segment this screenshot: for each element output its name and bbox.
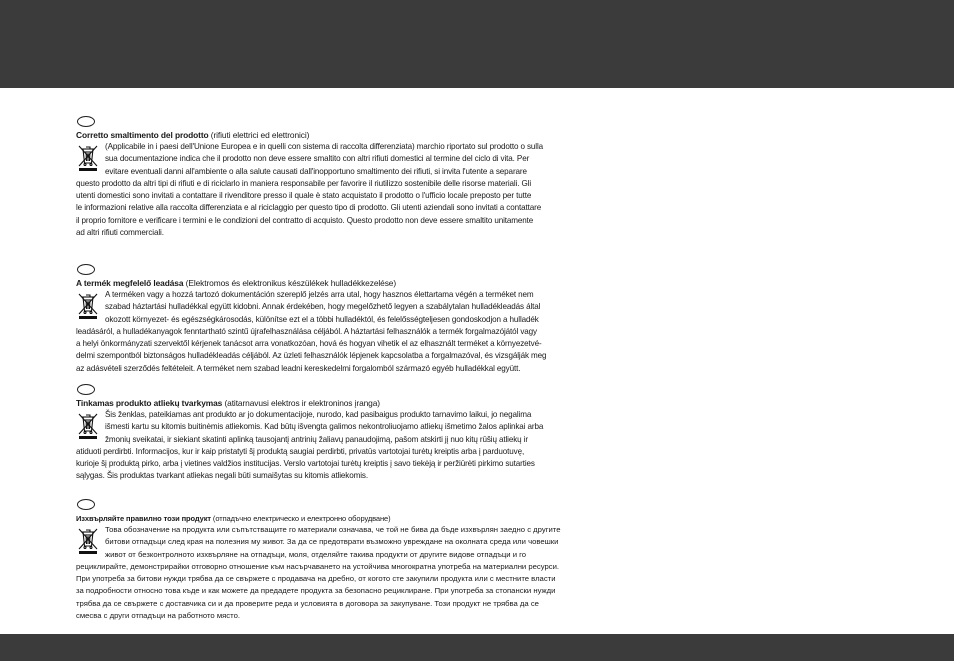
section-title-bold: Corretto smaltimento del prodotto xyxy=(76,130,209,140)
section-body xyxy=(76,409,582,483)
body-line: sua documentazione indica che il prodotto non deve essere smaltito con altri rifiuti domestici al termine del ciclo di vita. Per xyxy=(105,154,530,164)
section-title-note: (rifiuti elettrici ed elettronici) xyxy=(208,130,310,140)
weee-bin-icon xyxy=(76,291,100,319)
body-line: трябва да се свържете с доставчика си и да проверите реда и условията в договора за закупуване. Този продукт не трябва да се xyxy=(76,598,539,608)
section-title xyxy=(76,278,582,289)
body-line: delmi szempontból biztonságos hulladékleadás céljából. Az üzleti felhasználók lépjenek kapcsolatba a forgalmazóval, és vizsgálják meg xyxy=(76,351,547,361)
section-title xyxy=(76,130,582,141)
body-line: leadásáról, a hulladékanyagok fenntartható szintű újrafelhasználása céljából. A háztartási felhasználók a termék forgalmazójától vagy xyxy=(76,326,537,336)
body-line: ad altri rifiuti commerciali. xyxy=(76,227,164,237)
section-title-note: (atitarnavusi elektros ir elektroninos įranga) xyxy=(222,398,380,408)
body-line: sąlygas. Šis produktas tvarkant atliekas negali būti sumaišytas su kitomis atliekomis. xyxy=(76,471,368,481)
body-line: le informazioni relative alla raccolta differenziata e al riciclaggio per questo tipo di prodotto. Gli utenti aziendali sono invitati a contattare xyxy=(76,203,542,213)
body-line: utenti domestici sono invitati a contattare il rivenditore presso il quale è stato acquistato il prodotto o l'ufficio locale preposto per tutte xyxy=(76,191,532,200)
section-title-note: (Elektromos és elektronikus készülékek hulladékkezelése) xyxy=(183,278,397,288)
body-line: битови отпадъци след края на полезния му живот. За да се предотврати възможно увреждане на околната среда или човешки xyxy=(105,537,559,547)
section-lithuanian xyxy=(76,384,582,483)
section-title-bold: A termék megfelelő leadása xyxy=(76,278,184,288)
section-title-bold: Tinkamas produkto atliekų tvarkymas xyxy=(76,398,223,408)
body-line: il proprio fornitore e verificare i termini e le condizioni del contratto di acquisto. Questo prodotto non deve essere smaltito unitamente xyxy=(76,215,534,225)
body-line: A terméken vagy a hozzá tartozó dokumentáción szereplő jelzés arra utal, hogy hasznos élettartama végén a terméket nem xyxy=(105,290,534,299)
body-line: evitare eventuali danni all'ambiente o alla salute causati dall'inopportuno smaltimento dei rifiuti, si invita l'utente a separare xyxy=(105,166,527,176)
section-title xyxy=(76,398,582,409)
language-badge xyxy=(77,499,95,510)
section-italian xyxy=(76,116,582,239)
body-line: žmonių sveikatai, ir siekiant skatinti aplinką tausojantį antrinių žaliavų panaudojimą, pašom atskirti jį nuo kitų rūšių atliekų ir xyxy=(105,434,528,444)
bottom-bar xyxy=(0,634,954,661)
body-line: a helyi önkormányzati szervektől kérjenek tanácsot arra vonatkozóan, hová és hogyan vihetik el az elhasznált terméket a környezetvé- xyxy=(76,339,542,348)
weee-bin-icon xyxy=(76,143,100,171)
section-hungarian xyxy=(76,264,582,375)
language-badge xyxy=(77,384,95,395)
body-line: за подробности относно това къде и как можете да предадете продукта за безопасно рециклиране. При употреба за стопански нужди xyxy=(76,586,556,596)
section-title-note: (отпадъчно електрическо и електронно оборудване) xyxy=(210,514,391,523)
weee-bin-icon xyxy=(76,526,100,554)
body-line: живот от безконтролното изхвърляне на отпадъци, моля, отделяйте такива продукти от другите видове отпадъци и го xyxy=(105,549,527,559)
body-line: atiduoti perdirbti. Informacijos, kur ir kaip pristatyti šį produktą saugiai perdirbti, privatūs vartotojai turėtų kreiptis arba į parduotuvę, xyxy=(76,446,525,456)
top-bar xyxy=(0,0,954,88)
language-badge xyxy=(77,264,95,275)
section-body xyxy=(76,289,582,375)
body-line: az adásvételi szerződés feltételeit. A terméket nem szabad leadni kereskedelmi forgalomból származó egyéb hulladékkal együtt. xyxy=(76,363,521,373)
body-line: рециклирайте, демонстрирайки отговорно отношение към насърчаването на устойчива многократна употреба на материални ресурси. xyxy=(76,561,560,571)
body-line: kurioje šį produktą pirko, arba į vietines valdžios institucijas. Verslo vartotojai turėtų kreiptis į savo tiekėją ir peržiūrėti pirkimo sutarties xyxy=(76,459,535,468)
language-badge xyxy=(77,116,95,127)
body-line: Това обозначение на продукта или съпътстващите го материали означава, че той не бива да бъде изхвърлян заедно с другите xyxy=(105,525,561,534)
section-title-bold: Изхвърляйте правилно този продукт xyxy=(76,514,211,523)
section-body xyxy=(76,141,582,239)
section-body xyxy=(76,524,582,622)
body-line: szabad háztartási hulladékkal együtt kidobni. Annak érdekében, hogy megelőzhető legyen a szabálytalan hulladékleadás által xyxy=(105,302,541,312)
body-line: okozott környezet- és egészségkárosodás, különítse ezt el a többi hulladéktól, és felelősségteljesen gondoskodjon a hulladék xyxy=(105,314,539,324)
weee-bin-icon xyxy=(76,411,100,439)
body-line: išmesti kartu su kitomis buitinėmis atliekomis. Kad būtų išvengta galimos nekontroliuojamo atliekų išmetimo žalos aplinkai arba xyxy=(105,422,544,432)
body-line: (Applicabile in i paesi dell'Unione Europea e in quelli con sistema di raccolta differenziata) marchio riportato sul prodotto o sulla xyxy=(105,142,544,151)
body-line: Šis ženklas, pateikiamas ant produkto ar jo dokumentacijoje, nurodo, kad pasibaigus produkto tarnavimo laikui, jo negalima xyxy=(105,410,532,419)
section-bulgarian xyxy=(76,499,582,622)
section-title xyxy=(76,513,582,524)
body-line: questo prodotto da altri tipi di rifiuti e di riciclarlo in maniera responsabile per favorire il riutilizzo sostenibile delle risorse materiali. Gli xyxy=(76,178,532,188)
body-line: смесва с други отпадъци на работното място. xyxy=(76,610,240,620)
body-line: При употреба за битови нужди трябва да се свържете с продавача на дребно, от когото сте закупили продукта или с местните власти xyxy=(76,574,556,583)
